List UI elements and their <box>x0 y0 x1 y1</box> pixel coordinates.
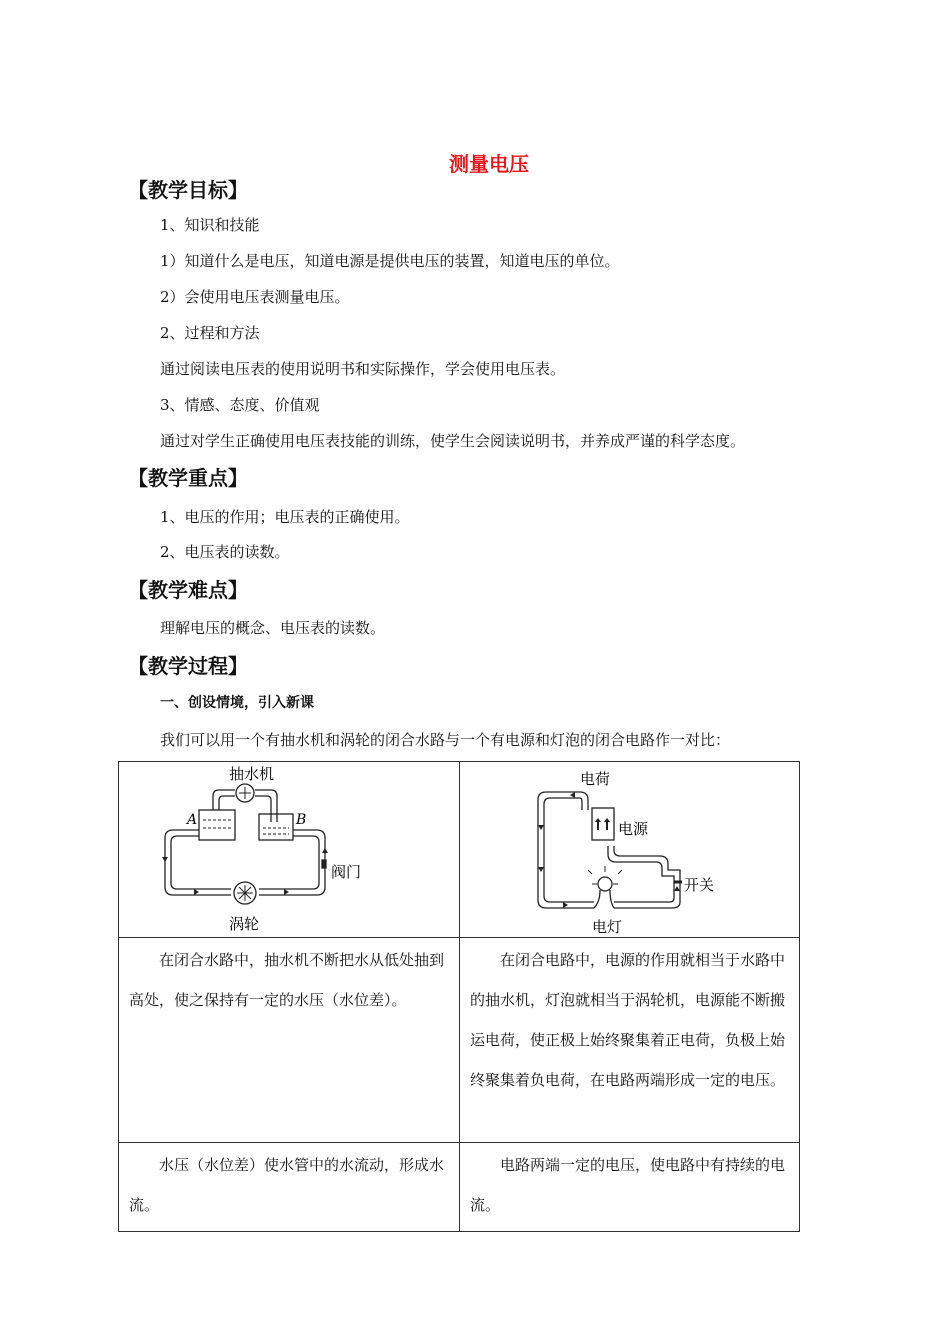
table-cell: 在闭合电路中，电源的作用就相当于水路中的抽水机，灯泡就相当于涡轮机，电源能不断搬运电荷，使正极上始终聚集着正电荷，负极上始终聚集着负电荷，在电路两端形成一定的电压。 <box>460 938 800 1143</box>
goal-line: 2、过程和方法 <box>160 324 260 342</box>
heading-key-points: 【教学重点】 <box>128 466 248 490</box>
goal-line: 3、情感、态度、价值观 <box>160 396 320 414</box>
table-cell <box>460 762 800 938</box>
table-cell: 电路两端一定的电压，使电路中有持续的电流。 <box>460 1143 800 1232</box>
heading-teaching-process: 【教学过程】 <box>128 654 248 678</box>
goal-line: 通过对学生正确使用电压表技能的训练，使学生会阅读说明书，并养成严谨的科学态度。 <box>160 432 746 450</box>
difficulty-line: 理解电压的概念、电压表的读数。 <box>160 619 386 637</box>
key-point-line: 2、电压表的读数。 <box>160 543 290 561</box>
label-source: 电源 <box>618 820 649 838</box>
table-cell: 水压（水位差）使水管中的水流动，形成水流。 <box>119 1143 460 1232</box>
table-cell <box>119 762 460 938</box>
table-row <box>119 1143 800 1232</box>
table-cell: 在闭合水路中，抽水机不断把水从低处抽到高处，使之保持有一定的水压（水位差）。 <box>119 938 460 1143</box>
comparison-table <box>118 761 800 1232</box>
heading-difficulties: 【教学难点】 <box>128 578 248 602</box>
label-turbine: 涡轮 <box>229 915 260 933</box>
goal-line: 通过阅读电压表的使用说明书和实际操作，学会使用电压表。 <box>160 360 566 378</box>
label-b: B <box>296 812 307 828</box>
goal-line: 2）会使用电压表测量电压。 <box>160 288 350 306</box>
electric-circuit-diagram <box>460 762 790 934</box>
label-switch: 开关 <box>684 876 715 894</box>
key-point-line: 1、电压的作用；电压表的正确使用。 <box>160 508 410 526</box>
label-valve: 阀门 <box>331 863 362 881</box>
table-row <box>119 938 800 1143</box>
label-a: A <box>187 812 198 828</box>
goal-line: 1）知道什么是电压，知道电源是提供电压的装置，知道电压的单位。 <box>160 252 620 270</box>
page-title: 测量电压 <box>449 152 529 176</box>
goal-line: 1、知识和技能 <box>160 216 260 234</box>
label-pump: 抽水机 <box>229 765 275 783</box>
label-lamp: 电灯 <box>592 918 623 934</box>
water-circuit-diagram <box>119 762 449 934</box>
heading-teaching-goals: 【教学目标】 <box>128 178 248 202</box>
step-title: 一、创设情境，引入新课 <box>160 695 314 711</box>
label-charge: 电荷 <box>580 770 611 788</box>
intro-text: 我们可以用一个有抽水机和涡轮的闭合水路与一个有电源和灯泡的闭合电路作一对比： <box>160 731 731 749</box>
table-row <box>119 762 800 938</box>
